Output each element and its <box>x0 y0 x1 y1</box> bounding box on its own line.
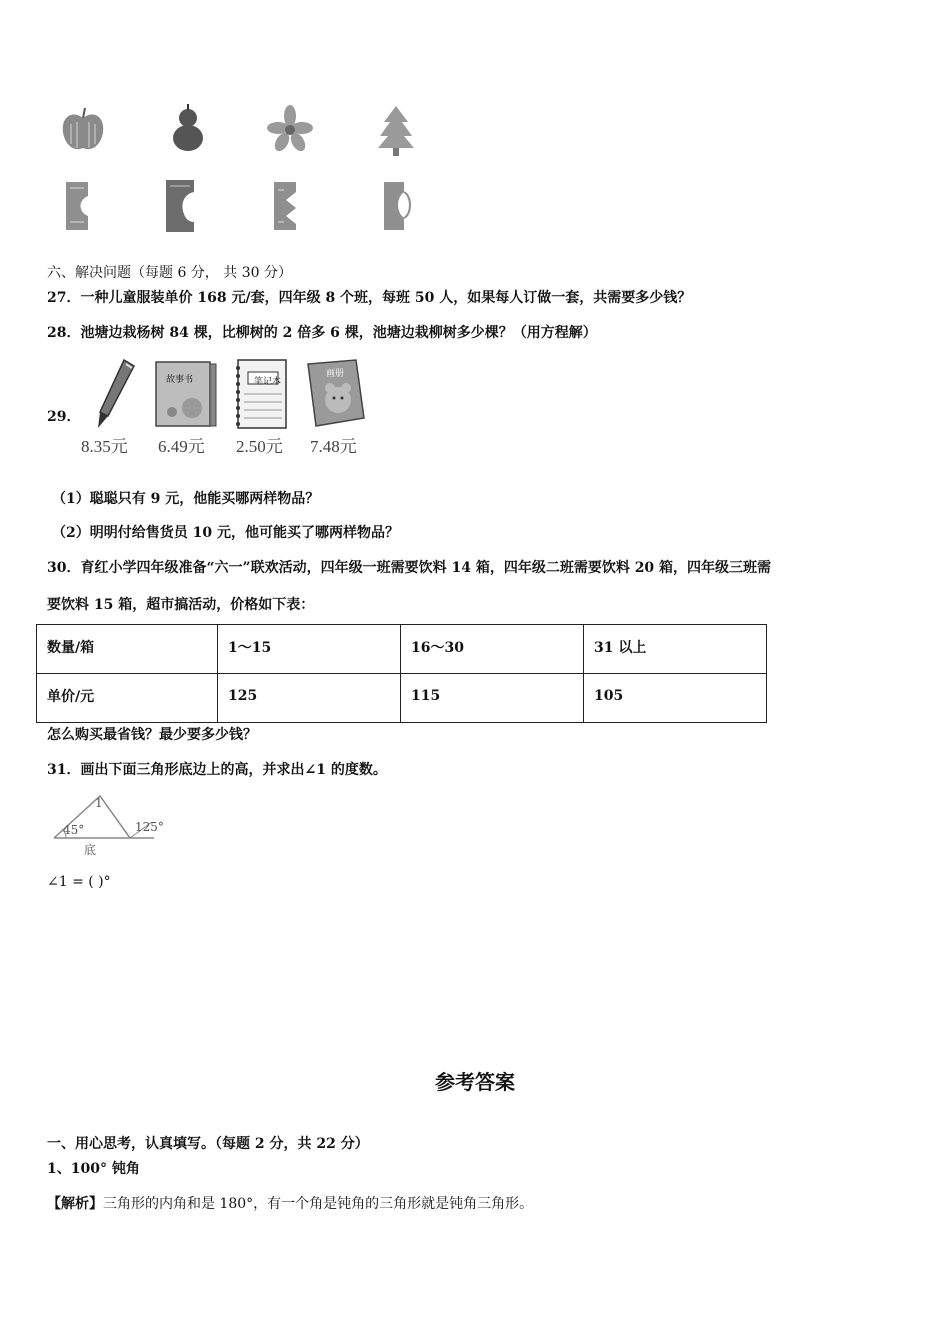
analysis-tag: 【解析】 <box>47 1196 103 1212</box>
table-cell: 数量/箱 <box>37 625 218 674</box>
folded-paper-icon <box>266 178 322 238</box>
notebook-price: 2.50元 <box>236 437 283 456</box>
folded-paper-icon <box>58 178 114 238</box>
pen-price: 8.35元 <box>81 437 128 456</box>
section-header: 六、解决问题（每题 6 分， 共 30 分） <box>47 265 292 281</box>
base-label: 底 <box>84 843 97 857</box>
question-30-line2: 要饮料 15 箱，超市搞活动，价格如下表： <box>47 597 315 613</box>
answer-1-analysis <box>47 1193 533 1213</box>
question-30-question: 怎么购买最省钱？最少要多少钱？ <box>47 727 257 743</box>
story-book-item <box>152 358 222 434</box>
tree-icon <box>368 100 424 160</box>
table-cell: 1～15 <box>218 625 401 674</box>
question-28: 28．池塘边栽杨树 84 棵，比柳树的 2 倍多 6 棵，池塘边栽柳树多少棵？（用方程解） <box>47 325 597 341</box>
question-30-line1: 30．育红小学四年级准备“六一”联欢活动，四年级一班需要饮料 14 箱，四年级二班需要饮料 20 箱，四年级三班需 <box>47 560 772 576</box>
answer-1: 1、100° 钝角 <box>47 1161 140 1177</box>
question-29-number: 29． <box>47 409 81 425</box>
folded-paper-icon <box>378 178 434 238</box>
angle-45-label: 45° <box>63 823 85 837</box>
apple-icon <box>55 100 111 160</box>
pen-icon <box>80 358 150 430</box>
angle-1-label: 1 <box>95 796 103 810</box>
pen-item <box>80 358 150 434</box>
table-cell: 31 以上 <box>584 625 767 674</box>
folded-paper-icon <box>160 178 216 238</box>
answers-title: 参考答案 <box>435 1070 515 1094</box>
notebook-icon <box>230 358 300 430</box>
picture-book-label: 画册 <box>326 369 345 379</box>
picture-book-price: 7.48元 <box>310 437 357 456</box>
flower-icon <box>262 100 318 160</box>
table-row <box>37 625 767 674</box>
question-29-sub2: （2）明明付给售货员 10 元，他可能买了哪两样物品？ <box>52 525 399 541</box>
story-book-label: 故事书 <box>166 375 194 385</box>
story-book-price: 6.49元 <box>158 437 205 456</box>
question-31-answer: ∠1 = ( )° <box>47 874 111 890</box>
question-31: 31．画出下面三角形底边上的高，并求出∠1 的度数。 <box>47 762 387 778</box>
question-29-sub1: （1）聪聪只有 9 元，他能买哪两样物品？ <box>52 491 320 507</box>
analysis-text: 三角形的内角和是 180°，有一个角是钝角的三角形就是钝角三角形。 <box>103 1196 534 1212</box>
angle-125-label: 125° <box>135 820 164 834</box>
story-book-icon <box>152 358 222 430</box>
picture-book-item <box>302 358 372 434</box>
table-cell: 115 <box>401 674 584 723</box>
notebook-item <box>230 358 300 434</box>
table-cell: 125 <box>218 674 401 723</box>
notebook-label: 笔记本 <box>254 377 282 387</box>
answers-section-1: 一、用心思考，认真填写。（每题 2 分，共 22 分） <box>47 1136 369 1152</box>
price-table <box>36 624 767 723</box>
table-row <box>37 674 767 723</box>
table-cell: 单价/元 <box>37 674 218 723</box>
question-27: 27．一种儿童服装单价 168 元/套，四年级 8 个班，每班 50 人，如果每人订做一套，共需要多少钱？ <box>47 290 692 306</box>
table-cell: 16～30 <box>401 625 584 674</box>
table-cell: 105 <box>584 674 767 723</box>
gourd-icon <box>160 100 216 160</box>
